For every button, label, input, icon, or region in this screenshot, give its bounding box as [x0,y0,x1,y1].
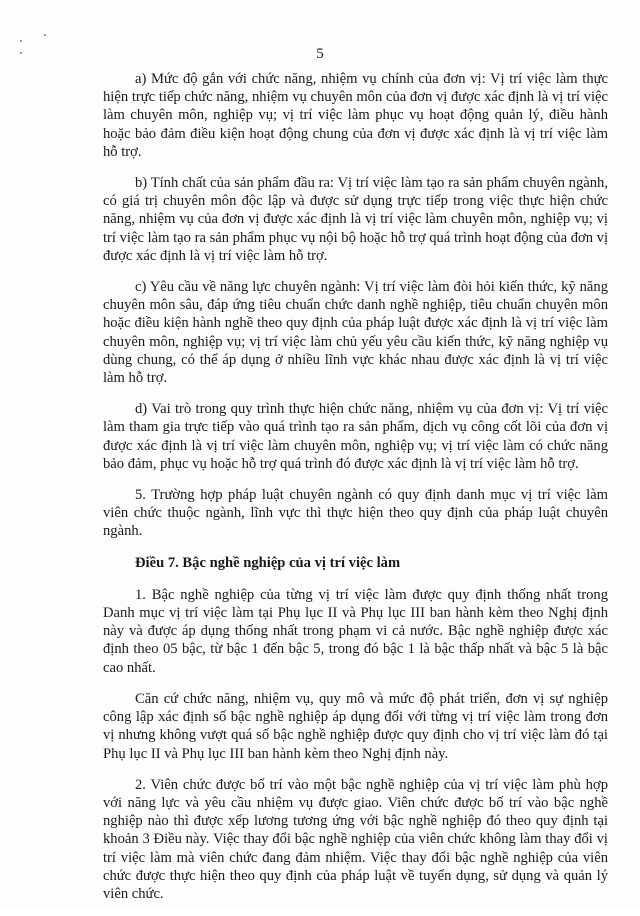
scan-speck [44,34,46,36]
paragraph-clause-5: 5. Trường hợp pháp luật chuyên ngành có quy định danh mục vị trí việc làm viên chức thuộc ngành, lĩnh vực thì thực hiện theo quy định của pháp luật chuyên ngành. [103,487,608,540]
paragraph-c: c) Yêu cầu về năng lực chuyên ngành: Vị trí việc làm đòi hỏi kiến thức, kỹ năng chuyên môn sâu, đáp ứng tiêu chuẩn chức danh nghề nghiệp, tiêu chuẩn chuyên môn hoặc điều kiện hành nghề theo quy định của pháp luật được xác định là vị trí việc làm chuyên môn, nghiệp vụ; vị trí việc làm chủ yếu yêu cầu kiến thức, kỹ năng nghiệp vụ dùng chung, có thể áp dụng ở nhiều lĩnh vực khác nhau được xác định là vị trí việc làm hỗ trợ. [103,279,608,387]
paragraph-b: b) Tính chất của sản phẩm đầu ra: Vị trí việc làm tạo ra sản phẩm chuyên ngành, có giá trị chuyên môn độc lập và được sử dụng trực tiếp trong việc thực hiện chức năng, nhiệm vụ của đơn vị được xác định là vị trí việc làm chuyên môn, nghiệp vụ; vị trí việc làm tạo ra sản phẩm phục vụ nội bộ hoặc hỗ trợ quá trình hoạt động của đơn vị được xác định là vị trí việc làm hỗ trợ. [103,175,609,264]
page-number: 5 [316,46,324,62]
paragraph-d: d) Vai trò trong quy trình thực hiện chức năng, nhiệm vụ của đơn vị: Vị trí việc làm tham gia trực tiếp vào quá trình tạo ra sản phẩm, dịch vụ công cốt lõi của đơn vị được xác định là vị trí việc làm chuyên môn, nghiệp vụ; vị trí việc làm có chức năng bảo đảm, phục vụ hoặc hỗ trợ quá trình đó được xác định là vị trí việc làm hỗ trợ. [103,401,608,472]
scan-speck [20,40,22,42]
article-clause-1-continued: Căn cứ chức năng, nhiệm vụ, quy mô và mức độ phát triển, đơn vị sự nghiệp công lập xác định số bậc nghề nghiệp áp dụng đối với từng vị trí việc làm trong đơn vị nhưng không vượt quá số bậc nghề nghiệp được quy định cho vị trí việc làm đó tại Phụ lục II và Phụ lục III ban hành kèm theo Nghị định này. [103,690,608,762]
article-heading: Điều 7. Bậc nghề nghiệp của vị trí việc làm [135,554,401,571]
document-body [103,70,608,916]
article-clause-1: 1. Bậc nghề nghiệp của từng vị trí việc làm được quy định thống nhất trong Danh mục vị trí việc làm tại Phụ lục II và Phụ lục III ban hành kèm theo Nghị định này và được áp dụng thống nhất trong phạm vi cả nước. Bậc nghề nghiệp được xác định theo 05 bậc, từ bậc 1 đến bậc 5, trong đó bậc 1 là bậc thấp nhất và bậc 5 là bậc cao nhất. [103,586,608,676]
article-clause-2: 2. Viên chức được bố trí vào một bậc nghề nghiệp của vị trí việc làm phù hợp với năng lực và yêu cầu nhiệm vụ được giao. Viên chức được bố trí vào bậc nghề nghiệp nào thì được xếp lương tương ứng với bậc nghề nghiệp đó theo quy định tại khoản 3 Điều này. Việc thay đổi bậc nghề nghiệp của viên chức không làm thay đổi vị trí việc làm mà viên chức đang đảm nhiệm. Việc thay đổi bậc nghề nghiệp của viên chức được thực hiện theo quy định của pháp luật về tuyển dụng, sử dụng và quản lý viên chức. [103,776,608,902]
paragraph-a: a) Mức độ gắn với chức năng, nhiệm vụ chính của đơn vị: Vị trí việc làm thực hiện trực tiếp chức năng, nhiệm vụ chuyên môn của đơn vị được xác định là vị trí việc làm chuyên môn, nghiệp vụ; vị trí việc làm phục vụ hoạt động quản lý, điều hành hoặc bảo đảm điều kiện hoạt động chung của đơn vị được xác định là vị trí việc làm hỗ trợ. [103,71,608,160]
